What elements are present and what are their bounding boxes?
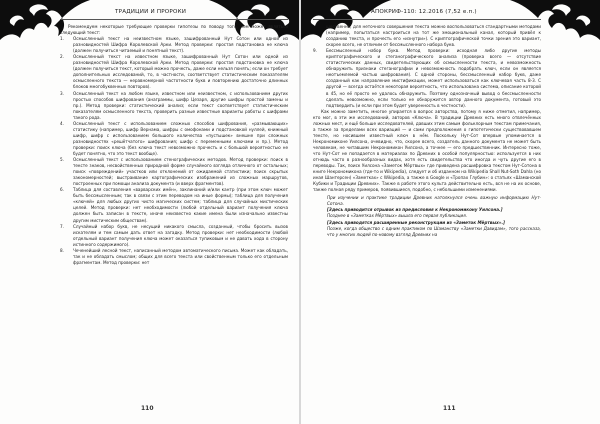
right-body-text: [313, 24, 541, 238]
quote-line: Позднее в «Заметках Мёртвых» вышла его первая публикация.: [327, 213, 468, 219]
list-item: 8. Чеченейший лесной текст, написанный методом автоматического письма. Может как обладать, так и не обладать смыслом; общих для всего текста или свойственным только его отдельным фрагментам. Метод проверки: нет: [60, 247, 288, 265]
right-header-rule: [313, 19, 541, 20]
right-page: [301, 0, 600, 424]
left-hypothesis-list: [60, 36, 288, 266]
list-item: 7. Случайный набор букв, не несущий никакого смысла, созданный, чтобы бросить вызов искателям и тем самым дать ответ на загадку. Метод проверки: нет необходимости (любой отдельный вариант получения ключа может оказаться тупиковым и не давать хода в сторону истинного содержимого).: [60, 223, 288, 247]
list-item: 6. Таблица для составления «варварских имён», заклинаний и/или кантр (при этом ключ может быть бессмысленным; так в связи с этим переводом на иные формы); таблица для получения «ключей» для любых других чисто магических систем; таблица для случайных мистических целей. Метод проверки: нет необходимости (любой отдельный вариант получения ключа должен быть записан в тексте, иначе неизвестно какие имена были изначально известны другим мистическим обществам).: [60, 187, 288, 223]
right-hypothesis-list: [313, 48, 541, 108]
right-page-number: 111: [443, 405, 456, 412]
left-page: [0, 0, 299, 424]
left-header-rule: [60, 19, 288, 20]
quote-tail: Позже, когда общество с одним практиком по Шаманству «Заметки Давидам», того рассказа, что у многих людей по-новому взгляд Древних на: [327, 225, 541, 237]
quote-line: [Здесь приводится отрывок из предисловия к Некрономикону Уилсона.]: [327, 207, 503, 213]
quote-intro: При изучении и практике традиции Древних натолкнулся очень важную информацию Нут-Сотона.: [327, 195, 541, 207]
list-item: 1. Осмысленный текст на неизвестном языке, зашифрованный Нут Сотон или одной из разновидностей Шифра Королевской Арки. Метод проверки: простая подстановка не ключа (должен получиться читаемый и понятный текст).: [60, 36, 288, 54]
list-item: 3. Осмысленный текст на любом языке, известном или неизвестном, с использованием других простых способов шифрования (анаграммы, шифр Цезаря, другие шифры простой замены и пр.). Метод проверки: статистический анализ; если текст соответствует статистическим показателям осмысленного текста, проверить разные известные варианты работы с шифрами такого рода.: [60, 90, 288, 120]
right-running-header: АПОКРИФ-110: 12.2016 (7,52 е.п.): [371, 9, 477, 15]
left-page-number: 110: [141, 405, 154, 412]
left-body-text: [60, 24, 288, 266]
list-item: 5. Осмысленный текст с использованием стенографических методов. Метод проверки: поиск в тексте знаков, несвойственных природной форме случайного взгляда отличного от остальных; поиск «повреждений» участков или отклонений от ожидаемой статистики; поиск скрытых закономерностей; выстраивание картографических изображений из сложных маршрутов, построенных при помощи анализа документа (и вверх фрагментов).: [60, 157, 288, 187]
left-running-header: ТРАДИЦИИ И ПРОРОКИ: [115, 9, 187, 15]
right-continuation-paragraph: щественно; для неточного совершения текста можно воспользоваться стандартными методами (например, попытаться настроиться на тот же эмоциональный канал, который привёл к созданию текста, и прочесть его «изнутри»). С криптографической точки зрения это вариант, скорее всего, не отличим от бессмысленного набора букв.: [326, 24, 541, 48]
left-intro-paragraph: Рекомендуем некоторые требующие проверки гипотезы по поводу того, чем может являться следующий текст:: [60, 24, 288, 36]
list-item: 4. Осмысленный текст с использованием сложных способов шифрования, «размывающих» статистику (например, шифр Вернама, шифры с омофонами и подстановкой нуллей, книжный шифр, шифр с использованием большого количества «пустышек» внешне при сложных разновидностях «решётчатого» шифрования; шифр с переменными ключами и пр.). Метод проверки: поиск ключа (без ключа текст невозможно прочесть и с большой вероятностью не будет понятно, что это текст вообще).: [60, 120, 288, 156]
list-item: 2. Осмысленный текст на известном языке, зашифрованный Нут Сотон или одной из разновидностей Шифра Королевской Арки. Метод проверки: простая подстановка не ключа (должен получиться текст, который можно прочесть, даже если нельзя понять; если он требует дополнительных исследований, то, в частности, соответствует статистическим показателям осмысленного текста — неравномерной частотности букв и повторению достаточно длинных блоков многобуквенных повторов).: [60, 54, 288, 90]
quote-line: [Здесь приводятся расширенные реконструкции из «Заметок Мёртвых».]: [327, 219, 505, 225]
list-item: 9. Бессмысленный набор букв. Метод проверки: исходная либо другие методы криптографического и стеганографического анализа (проверка всего — отсутствие статистических данных, свидетельствующих об осмысленности текста, и невозможность обнаружить признаки стеганографии и невозможность подобрать ключ, если он является неотъемлемой частью шифрования). С одной стороны, бессмысленный набор букв, даже созданный как направление мистификации, может использоваться как ключевая часть 8-3. С другой — всегда остаётся некоторая вероятность, что использована система, описание которой в 45, но её просто не удалось обнаружить. Поэтому однозначный вывод о бессмысленности сделать невозможно, если только не обнаружится автор данного документа, готовый это подтвердить (и если при этом будет уверенность в честности).: [313, 48, 541, 108]
right-main-paragraph: Как можно заметить, многое упирается в вопрос авторства, потому я ниже отметил, например, кто мог, в эти же исследований, авторов «Ключа». В традиции Древних есть много отвлечённых ложных мест, и ещё больше исследователей, давших этим самым фольклорным текстам примечания, а также за пределами всех вариаций — и сами предположения о гипотетически существовавшем тексте, но носившем известный ключ в нём. Поскольку Нут-Сот впервые упоминается в Некрономиконе Уилсона, очевидно, что, скорее всего, создатель данного документа не может быть человеком, не читавшим Некрономикон Уилсона, а точнее — его предшественник. Интересно тоже, что Нут-Сот не попадается в материалах по Древних в особой популярностью: используется в них отнюдь часто в разнообразных видах, хотя есть свидетельства что иногда и чуть другие его в переводы. Так, поиск Уилсона «Заметок Мёртвых» где приведена расшифровка текстом Нут-Сотона в книге Некрономикона (где-то и Wikipedia), следует и об изданном на Wikipedia Shall Nut-Soth Dahla (но иная Шантерсен) «Заметках» с Wikipedia, а также в Google и «Тропах Глубин»: о статьях «Шаманской Кубики и Традиции Древних». Также в работе этого культа действительно есть, вся не на их основе, также полная ряду примеров, появившиеся, подобно, с небольшими изменениями.: [313, 108, 541, 193]
right-quote-block: [313, 195, 541, 237]
